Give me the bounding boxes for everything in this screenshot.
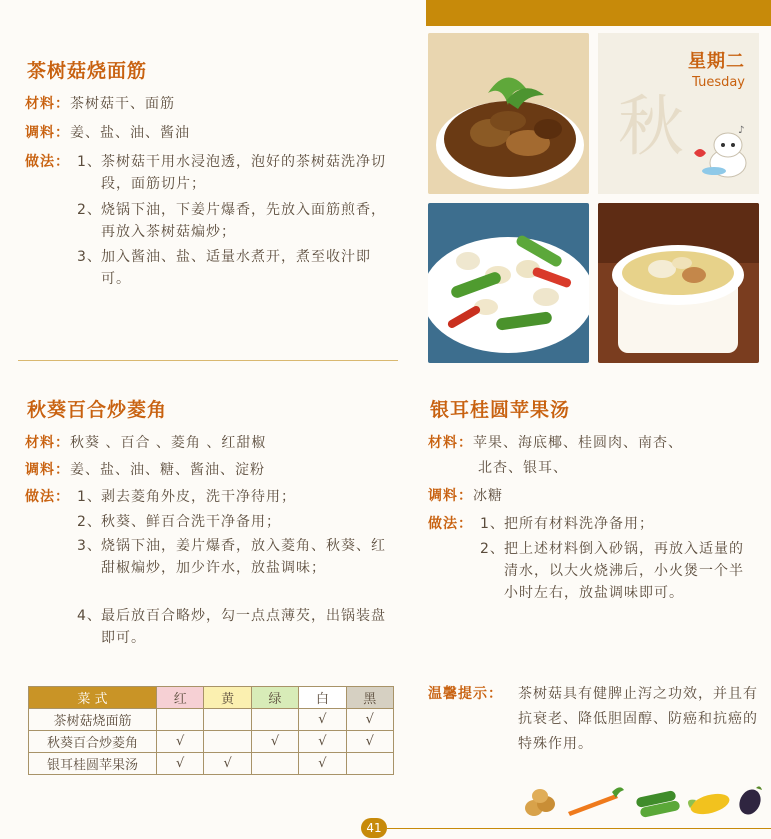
step-number: 2、 — [77, 202, 102, 218]
section-divider — [18, 360, 398, 361]
step — [480, 513, 750, 535]
header-dish: 菜 式 — [29, 687, 157, 709]
photo-mushroom-dish — [428, 33, 589, 194]
step-text: 烧锅下油，下姜片爆香，先放入面筋煎香，再放入茶树菇煸炒； — [101, 202, 386, 240]
step — [77, 605, 387, 649]
materials-text: 茶树菇干、面筋 — [70, 96, 175, 112]
mark-cell: √ — [299, 709, 346, 731]
mushroom-dish-image — [428, 33, 589, 194]
table-header-row — [29, 687, 394, 709]
tip-text: 茶树菇具有健脾止泻之功效，并且有抗衰老、降低胆固醇、防癌和抗癌的特殊作用。 — [518, 686, 758, 752]
mark-cell — [157, 709, 204, 731]
step-text: 秋葵、鲜百合洗干净备用； — [101, 514, 281, 530]
step-number: 4、 — [77, 608, 102, 624]
method-label: 做法： — [25, 154, 70, 170]
step — [77, 246, 387, 290]
method-label-line — [428, 514, 473, 534]
recipe-title: 银耳桂圆苹果汤 — [430, 399, 571, 421]
table-row — [29, 731, 394, 753]
mark-cell: √ — [346, 709, 393, 731]
step-text: 茶树菇干用水浸泡透，泡好的茶树菇洗净切段，面筋切片； — [101, 154, 386, 192]
step-number: 1、 — [77, 489, 102, 505]
photo-soup-dish — [598, 203, 759, 363]
table-row — [29, 709, 394, 731]
seasoning-text: 冰糖 — [473, 488, 503, 504]
method-label: 做法： — [428, 516, 473, 532]
header-white: 白 — [299, 687, 346, 709]
mark-cell: √ — [204, 753, 251, 775]
recipe-title: 秋葵百合炒菱角 — [27, 399, 168, 421]
mark-cell: √ — [157, 753, 204, 775]
materials-label: 材料： — [25, 435, 70, 451]
footer-line — [387, 828, 771, 829]
weekday-en: Tuesday — [692, 75, 745, 90]
step — [77, 486, 387, 508]
weekday-cn: 星期二 — [688, 51, 745, 72]
weekday-card — [598, 33, 759, 194]
seasoning-line — [428, 486, 503, 506]
photo-okra-dish — [428, 203, 589, 363]
seasoning-label: 调料： — [25, 462, 70, 478]
materials-label: 材料： — [25, 96, 70, 112]
seasoning-label: 调料： — [428, 488, 473, 504]
step — [77, 511, 387, 533]
seasoning-text: 姜、盐、油、酱油 — [70, 125, 190, 141]
seasoning-line — [25, 123, 190, 143]
mark-cell — [251, 753, 298, 775]
step-number: 3、 — [77, 249, 102, 265]
method-label-line — [25, 487, 70, 507]
step-number: 1、 — [480, 516, 505, 532]
step — [77, 199, 387, 243]
step — [77, 535, 387, 579]
method-label-line — [25, 152, 70, 172]
tip-block — [428, 682, 758, 757]
materials-line — [25, 433, 266, 453]
dish-cell: 银耳桂圆苹果汤 — [29, 753, 157, 775]
step-number: 3、 — [77, 538, 102, 554]
soup-dish-image — [598, 203, 759, 363]
header-yellow: 黄 — [204, 687, 251, 709]
tip-label: 温馨提示： — [428, 686, 503, 702]
svg-text:♪: ♪ — [738, 125, 745, 136]
step-number: 2、 — [480, 541, 505, 557]
chef-mascot-icon — [684, 123, 754, 183]
mark-cell — [346, 753, 393, 775]
materials-line — [25, 94, 175, 114]
mark-cell — [204, 731, 251, 753]
recipe-title: 茶树菇烧面筋 — [27, 60, 148, 82]
materials-line-continued: 北杏、银耳、 — [478, 460, 568, 476]
materials-text: 苹果、海底椰、桂圆肉、南杏、 — [473, 435, 683, 451]
header-green: 绿 — [251, 687, 298, 709]
mark-cell: √ — [157, 731, 204, 753]
mark-cell — [251, 709, 298, 731]
header-black: 黑 — [346, 687, 393, 709]
materials-text: 秋葵 、百合 、菱角 、红甜椒 — [70, 435, 267, 451]
mark-cell: √ — [299, 753, 346, 775]
step-text: 把所有材料洗净备用； — [504, 516, 654, 532]
materials-line — [428, 433, 683, 453]
seasoning-line — [25, 460, 265, 480]
materials-label: 材料： — [428, 435, 473, 451]
mark-cell — [204, 709, 251, 731]
mark-cell: √ — [299, 731, 346, 753]
dish-cell: 茶树菇烧面筋 — [29, 709, 157, 731]
table-row — [29, 753, 394, 775]
vegetable-strip-icon — [520, 782, 765, 820]
step-text: 剥去菱角外皮，洗干净待用； — [101, 489, 296, 505]
step-text: 烧锅下油，姜片爆香，放入菱角、秋葵、红甜椒煸炒，加少许水，放盐调味； — [101, 538, 386, 576]
step-number: 2、 — [77, 514, 102, 530]
step-text: 把上述材料倒入砂锅，再放入适量的清水，以大火烧沸后，小火煲一个半小时左右，放盐调味即可。 — [504, 541, 744, 601]
step — [77, 151, 387, 195]
step — [480, 538, 750, 604]
page-number: 41 — [361, 818, 387, 838]
header-red: 红 — [157, 687, 204, 709]
top-band — [426, 0, 771, 26]
mark-cell: √ — [346, 731, 393, 753]
season-character: 秋 — [618, 88, 684, 165]
color-table — [28, 686, 394, 775]
step-text: 最后放百合略炒，勾一点点薄芡，出锅装盘即可。 — [101, 608, 386, 646]
dish-cell: 秋葵百合炒菱角 — [29, 731, 157, 753]
mark-cell: √ — [251, 731, 298, 753]
seasoning-text: 姜、盐、油、糖、酱油、淀粉 — [70, 462, 265, 478]
method-label: 做法： — [25, 489, 70, 505]
seasoning-label: 调料： — [25, 125, 70, 141]
step-number: 1、 — [77, 154, 102, 170]
okra-dish-image — [428, 203, 589, 363]
step-text: 加入酱油、盐、适量水煮开，煮至收汁即可。 — [101, 249, 371, 287]
